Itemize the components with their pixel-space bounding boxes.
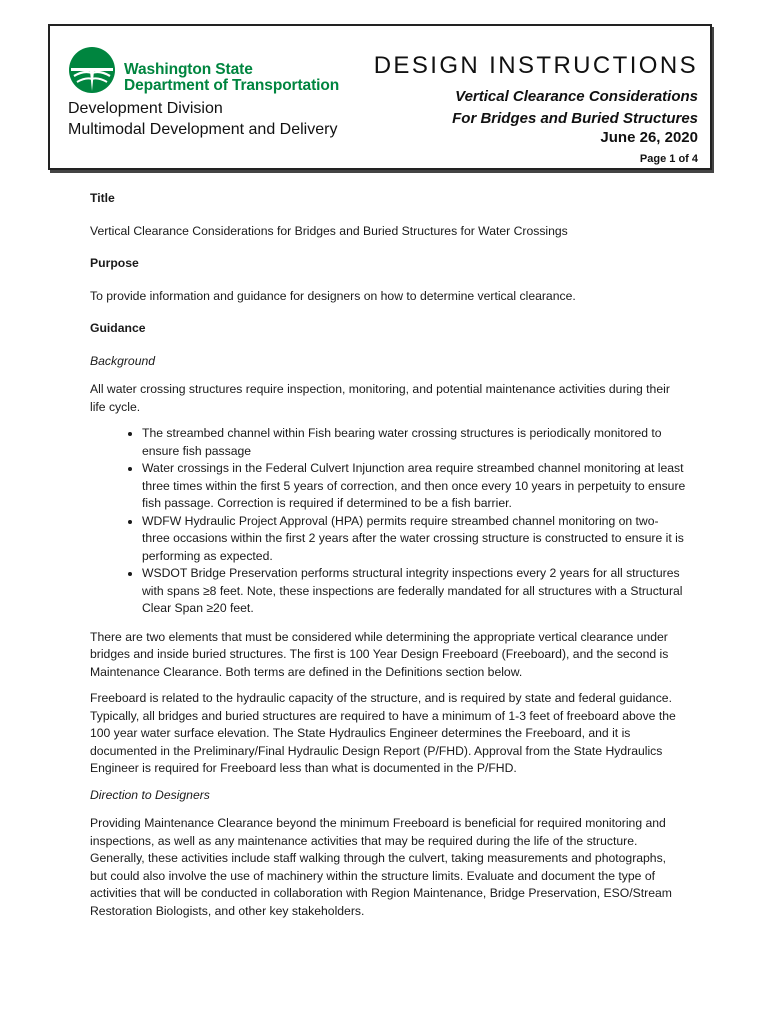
background-heading: Background (90, 353, 156, 368)
division-line1: Development Division (68, 100, 223, 117)
page-number: Page 1 of 4 (639, 153, 698, 165)
background-text: All water crossing structures require inspection, monitoring, and potential maintenance activities during their life cycle. (90, 382, 670, 414)
direction-paragraph: Providing Maintenance Clearance beyond the minimum Freeboard is beneficial for required monitoring and inspections, as well as any maintenance activities that may be required during the life of the structure. Generally, these activities include staff walking through the culvert, taking measurements and photographs, but could also involve the use of machinery within the structure limits. Evaluate and document the type of activities that will be conducted in collaboration with Region Maintenance, Bridge Preservation, ESO/Stream Restoration Biologists, and other key stakeholders. (90, 816, 672, 918)
purpose-text: To provide information and guidance for designers on how to determine vertical clearance. (90, 288, 576, 303)
agency-name (124, 62, 339, 94)
document-title-line1: Vertical Clearance Considerations (455, 88, 698, 105)
document-title-line2: For Bridges and Buried Structures (452, 110, 698, 127)
document-title (452, 86, 698, 130)
list-item: • Water crossings in the Federal Culvert Injunction area require streambed channel monitoring at least three times within the first 5 years of correction, and then once every 10 years in perpetuity to ensure fish passage. Correction is required if determined to be a fish barrier. (142, 460, 686, 513)
guidance-heading: Guidance (90, 321, 146, 335)
purpose-heading: Purpose (90, 256, 139, 270)
document-type: DESIGN INSTRUCTIONS (373, 52, 698, 79)
list-item: • WDFW Hydraulic Project Approval (HPA) permits require streambed channel monitoring on two-three occasions within the first 2 years after the water crossing structure is constructed to ensure it is performing as expected. (142, 513, 686, 566)
division-name (68, 98, 337, 140)
elements-paragraph: There are two elements that must be considered while determining the appropriate vertical clearance under bridges and inside buried structures. The first is 100 Year Design Freeboard (Freeboard), and the second is Maintenance Clearance. Both terms are defined in the Definitions section below. (90, 629, 669, 679)
freeboard-paragraph: Freeboard is related to the hydraulic capacity of the structure, and is required by state and federal guidance. Typically, all bridges and buried structures are required to have a minimum of 1-3 feet of freeboard above the 100 year water surface elevation. The State Hydraulics Engineer determines the Freeboard, and it is documented in the Preliminary/Final Hydraulic Design Report (P/FHD). Approval from the State Hydraulics Engineer is required for Freeboard less than what is documented in the P/FHD. (90, 691, 676, 775)
wsdot-logo-icon (68, 46, 116, 94)
document-header (48, 24, 712, 170)
division-line2: Multimodal Development and Delivery (68, 121, 338, 138)
document-body (90, 190, 686, 935)
title-heading: Title (90, 191, 115, 205)
title-text: Vertical Clearance Considerations for Bridges and Buried Structures for Water Crossings (90, 223, 568, 238)
document-date: June 26, 2020 (600, 129, 698, 146)
list-item: • The streambed channel within Fish bearing water crossing structures is periodically monitored to ensure fish passage (142, 425, 686, 460)
agency-name-line1: Washington State (124, 61, 253, 78)
agency-name-line2: Department of Transportation (124, 77, 340, 94)
direction-heading: Direction to Designers (90, 787, 210, 802)
monitoring-bullet-list (90, 425, 686, 618)
list-item: • WSDOT Bridge Preservation performs structural integrity inspections every 2 years for all structures with spans ≥8 feet. Note, these inspections are federally mandated for all structures with a Structural Clear Span ≥20 feet. (142, 565, 686, 618)
